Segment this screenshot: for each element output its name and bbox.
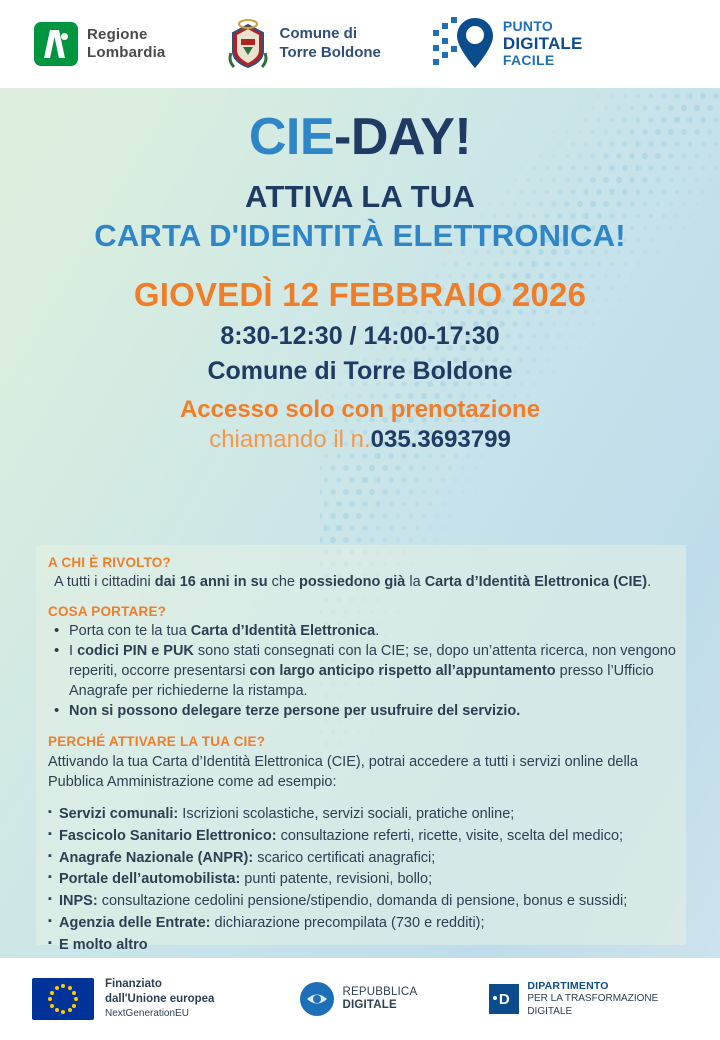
service-1-label: Fascicolo Sanitario Elettronico:	[59, 827, 277, 844]
bring-item-1-bold-2: con largo anticipo rispetto all’appuntamento	[249, 663, 556, 679]
bring-item-1-post: sono stati consegnati con la CIE; se, dopo un’attenta ricerca, non vengono reperiti, occorre presentarsi	[69, 643, 676, 679]
list-item	[48, 642, 676, 701]
punto-digitale-facile-label: PUNTO DIGITALE FACILE	[502, 18, 583, 69]
booking-phone-prefix: chiamando il n.	[209, 425, 371, 453]
service-5-desc: dichiarazione precompilata (730 e redditi);	[210, 914, 485, 931]
bring-item-0-bold: Carta d’Identità Elettronica	[190, 622, 376, 639]
dipartimento-label: DIPARTIMENTO PER LA TRASFORMAZIONE DIGITALE	[527, 979, 659, 1017]
list-item	[48, 804, 676, 826]
booking-phone	[0, 426, 720, 454]
bring-list	[48, 622, 676, 723]
subtitle-line-2: CARTA D'IDENTITÀ ELETTRONICA!	[94, 217, 626, 253]
logo-regione-lombardia	[34, 22, 165, 66]
headline-block	[0, 110, 720, 454]
service-6-label: E molto altro	[59, 936, 148, 953]
regione-lombardia-rose-icon	[34, 22, 78, 66]
subtitle-line-1: ATTIVA LA TUA	[245, 178, 475, 214]
service-5-label: Agenzia delle Entrate:	[59, 914, 211, 931]
booking-phone-number: 035.3693799	[370, 425, 511, 453]
audience-text-bold-1: dai 16 anni in su	[154, 574, 268, 590]
regione-lombardia-label: Regione Lombardia	[87, 25, 166, 61]
list-item	[48, 702, 676, 722]
list-item	[48, 935, 676, 957]
logo-repubblica-digitale	[300, 982, 417, 1016]
list-item	[48, 891, 676, 913]
bring-heading: COSA PORTARE?	[48, 603, 167, 619]
eu-flag-icon	[32, 978, 94, 1020]
list-item	[48, 622, 676, 642]
footer-bar	[0, 958, 720, 1040]
bring-item-1-pre: I	[69, 643, 78, 660]
eu-funding-label: Finanziato dall'Unione europea NextGenerationEU	[105, 978, 215, 1020]
location-pin-icon	[431, 16, 495, 72]
why-text: Attivando la tua Carta d’Identità Elettronica (CIE), potrai accedere a tutti i servizi online della Pubblica Amministrazione come ad esempio:	[48, 754, 638, 791]
dipartimento-mark-icon: D	[489, 984, 519, 1014]
event-hours: 8:30-12:30 / 14:00-17:30	[220, 321, 500, 350]
header-bar	[0, 0, 720, 88]
list-item	[48, 848, 676, 870]
why-heading: PERCHÉ ATTIVARE LA TUA CIE?	[48, 734, 266, 750]
audience-text-bold-2: possiedono già	[299, 574, 406, 590]
bring-item-1-post-2: presso l’Ufficio Anagrafe per richiederne la ristampa.	[69, 663, 654, 699]
page-title-rest: -DAY!	[334, 108, 472, 166]
comune-label: Comune di Torre Boldone	[279, 25, 381, 61]
service-0-label: Servizi comunali:	[59, 806, 179, 823]
audience-text-bold-3: Carta d’Identità Elettronica (CIE)	[424, 574, 648, 590]
service-1-desc: consultazione referti, ricette, visite, scelta del medico;	[276, 827, 624, 844]
bring-item-2-bold: Non si possono delegare terze persone per usufruire del servizio.	[69, 703, 521, 720]
service-4-label: INPS:	[59, 893, 98, 910]
repubblica-digitale-label: REPUBBLICA DIGITALE	[342, 985, 418, 1011]
event-date: GIOVEDÌ 12 FEBBRAIO 2026	[133, 275, 587, 313]
page-title-accent: CIE	[248, 108, 335, 166]
audience-heading: A CHI È RIVOLTO?	[48, 555, 171, 570]
logo-comune	[227, 17, 380, 71]
service-3-label: Portale dell’automobilista:	[59, 871, 241, 888]
service-0-desc: Iscrizioni scolastiche, servizi sociali, pratiche online;	[178, 806, 515, 823]
service-2-label: Anagrafe Nazionale (ANPR):	[59, 849, 254, 866]
repubblica-digitale-icon	[300, 982, 334, 1016]
booking-notice: Accesso solo con prenotazione	[179, 395, 541, 423]
bring-item-0-pre: Porta con te la tua	[69, 622, 191, 639]
service-4-desc: consultazione cedolini pensione/stipendio, domanda di pensione, bonus e sussidi;	[97, 893, 628, 910]
services-list	[48, 804, 676, 956]
logo-punto-digitale-facile	[431, 16, 583, 72]
audience-text	[48, 573, 676, 593]
audience-text-3: la	[405, 574, 425, 590]
list-item	[48, 869, 676, 891]
bring-item-1-bold: codici PIN e PUK	[77, 643, 194, 660]
bring-item-0-post: .	[375, 622, 380, 639]
page-title	[0, 110, 720, 165]
service-3-desc: punti patente, revisioni, bollo;	[240, 871, 433, 888]
service-2-desc: scarico certificati anagrafici;	[253, 849, 436, 866]
audience-text-4: .	[647, 574, 652, 590]
info-content	[48, 555, 676, 956]
event-place: Comune di Torre Boldone	[207, 356, 513, 385]
logo-dipartimento	[489, 980, 658, 1018]
audience-text-2: che	[267, 574, 299, 590]
list-item	[48, 913, 676, 935]
list-item	[48, 826, 676, 848]
city-crest-icon	[227, 17, 269, 71]
audience-text-1: A tutti i cittadini	[54, 574, 155, 590]
